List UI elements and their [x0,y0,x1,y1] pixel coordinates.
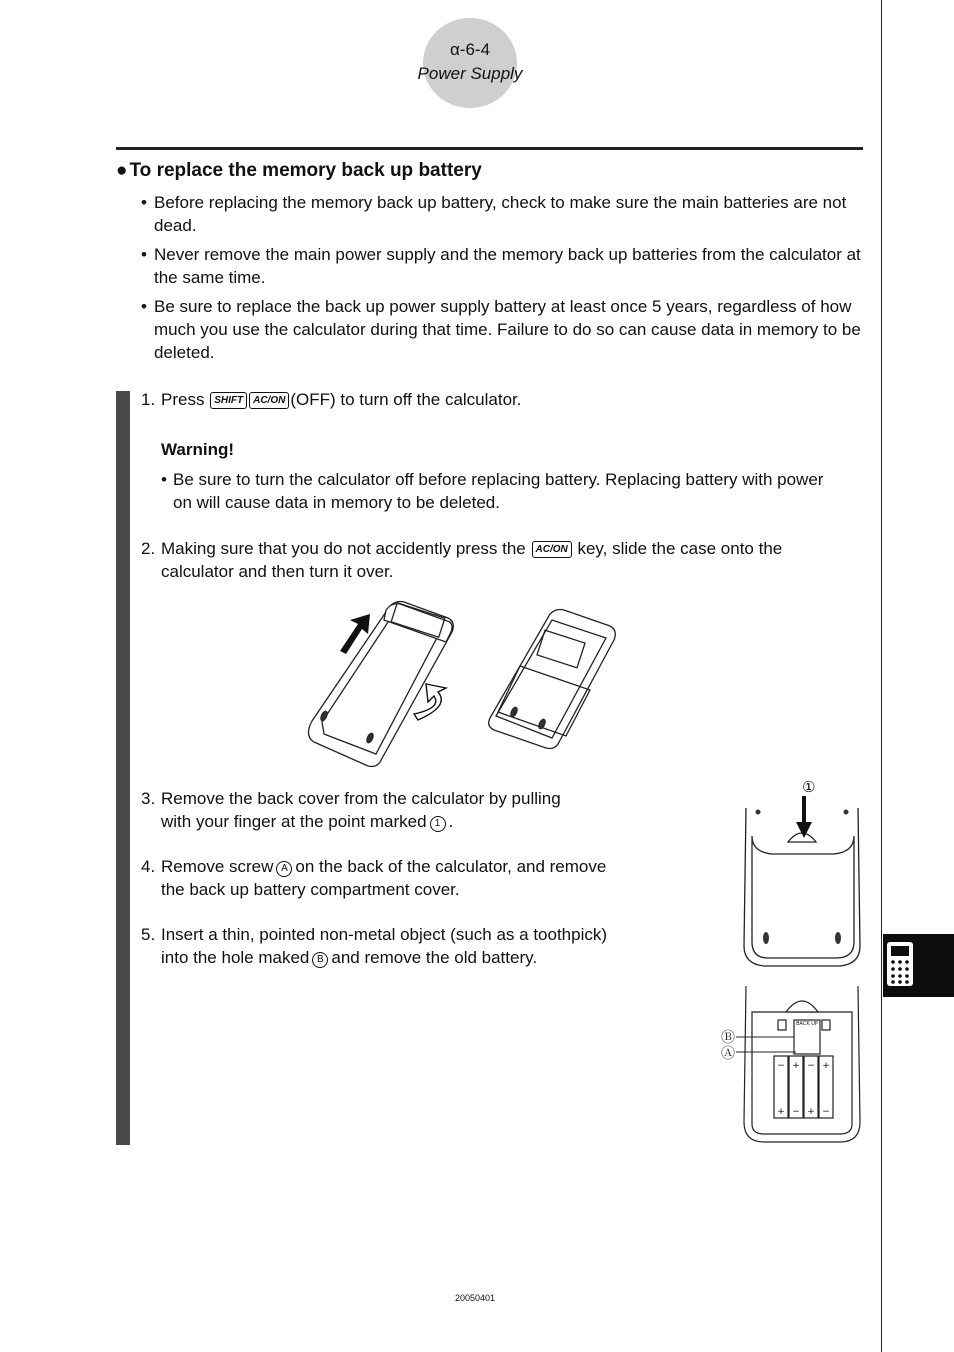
step-2 [141,537,831,583]
page-right-rule [881,0,882,1352]
step-text: Remove the back cover from the calculator by pulling with your finger at the point marked [161,789,561,831]
battery-pole-label: − [792,1107,800,1117]
ac-on-key-icon: AC/ON [249,392,289,409]
page-number: α-6-4 [449,40,491,59]
step-number: 5. [141,925,156,944]
heading-bullet: ● [116,160,128,181]
calculator-icon [883,934,954,997]
battery-compartment-illustration [718,984,868,1146]
header-disc [423,18,517,108]
step-number: 2. [141,539,156,558]
step-3 [141,787,561,833]
note-bullet: • [141,297,147,316]
section-rule [116,147,863,150]
section-title: Power Supply [417,64,523,83]
step-text: (OFF) to turn off the calculator. [290,390,522,409]
step-text: Press [161,390,205,409]
marker-1-icon: 1 [430,816,446,832]
callout-1: ① [802,778,816,796]
procedure-heading [116,160,482,182]
battery-pole-label: + [822,1061,830,1071]
steps-sidebar-bar [116,391,130,1145]
battery-pole-label: + [777,1107,785,1117]
step-number: 4. [141,857,156,876]
battery-pole-label: − [777,1061,785,1071]
step-number: 3. [141,789,156,808]
step-1 [141,388,841,411]
step-text: key, slide the case onto the calculator and then turn it over. [161,539,783,581]
battery-pole-label: + [792,1061,800,1071]
back-cover-illustration [720,776,870,972]
warning-item [161,468,841,514]
note-item [141,243,866,289]
step-text: and remove the old battery. [331,948,538,967]
ac-on-key-icon: AC/ON [532,541,572,558]
marker-a-icon: A [276,861,292,877]
battery-pole-label: − [822,1107,830,1117]
note-bullet: • [141,245,147,264]
battery-pole-label: + [807,1107,815,1117]
step-5 [141,923,611,969]
case-slide-illustration [300,596,630,772]
callout-a: Ⓐ [721,1046,735,1062]
chapter-tab[interactable] [883,934,954,997]
note-text: Never remove the main power supply and the memory back up batteries from the calculator at the same time. [154,245,861,287]
step-text: . [448,812,454,831]
footer-code: 20050401 [454,1293,496,1303]
marker-b-icon: B [312,952,328,968]
step-text: on the back of the calculator, and remove the back up battery compartment cover. [161,857,607,899]
note-text: Be sure to replace the back up power supply battery at least once 5 years, regardless of how much you use the calculator during that time. Failure to do so can cause data in memory to be deleted. [154,297,861,362]
heading-text: To replace the memory back up battery [129,160,482,181]
note-item [141,295,866,364]
step-4 [141,855,611,901]
warning-title: Warning! [161,440,235,459]
callout-b: Ⓑ [721,1030,735,1046]
battery-pole-label: − [807,1061,815,1071]
backup-label: BACK UP [796,1021,818,1027]
step-text: Remove screw [161,857,274,876]
step-text: Insert a thin, pointed non-metal object (such as a toothpick) into the hole maked [161,925,608,967]
warning-bullet: • [161,470,167,489]
step-number: 1. [141,390,156,409]
step-text: Making sure that you do not accidently press the [161,539,526,558]
warning-text: Be sure to turn the calculator off before replacing battery. Replacing battery with power on will cause data in memory to be deleted. [173,470,824,512]
note-bullet: • [141,193,147,212]
note-text: Before replacing the memory back up battery, check to make sure the main batteries are not dead. [154,193,847,235]
shift-key-icon: SHIFT [210,392,247,409]
note-item [141,191,866,237]
